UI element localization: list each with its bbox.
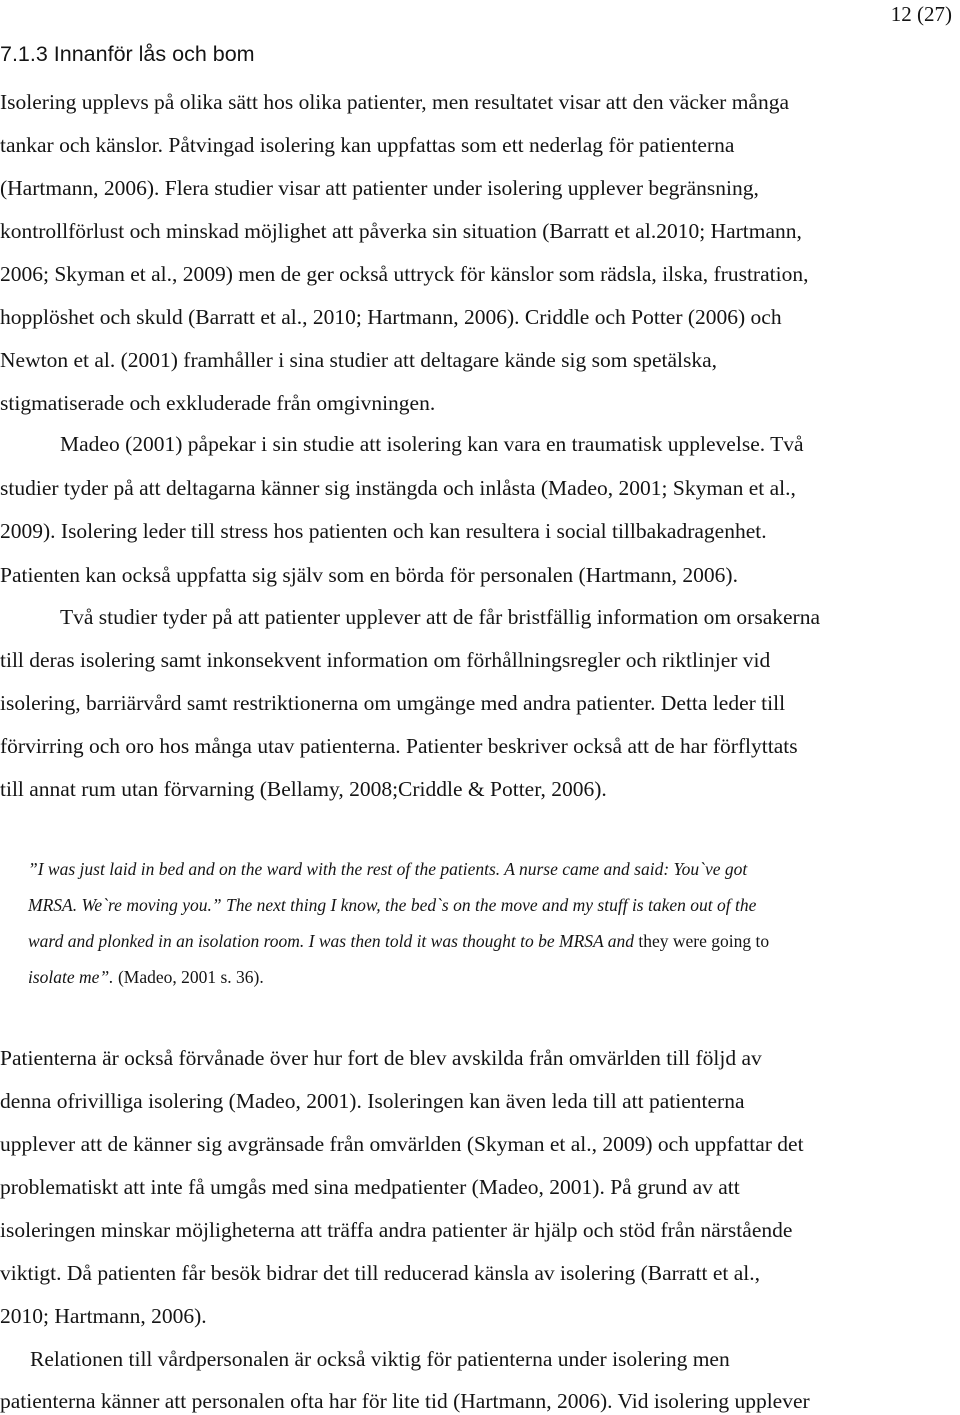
quote-text: isolate me”.: [28, 967, 114, 987]
body-line: denna ofrivilliga isolering (Madeo, 2001). Isoleringen kan även leda till att patienterna: [0, 1089, 745, 1113]
body-line: problematiskt att inte få umgås med sina medpatienter (Madeo, 2001). På grund av att: [0, 1175, 740, 1199]
body-line: Två studier tyder på att patienter upplever att de får bristfällig information om orsakerna: [60, 605, 820, 629]
body-line: 2006; Skyman et al., 2009) men de ger också uttryck för känslor som rädsla, ilska, frustration,: [0, 262, 809, 286]
body-line: Newton et al. (2001) framhåller i sina studier att deltagare kände sig som spetälska,: [0, 348, 718, 372]
quote-line: [28, 893, 756, 917]
quote-citation: (Madeo, 2001 s. 36).: [113, 967, 264, 987]
body-line: till annat rum utan förvarning (Bellamy, 2008;Criddle & Potter, 2006).: [0, 777, 607, 801]
body-line: upplever att de känner sig avgränsade från omvärlden (Skyman et al., 2009) och uppfattar det: [0, 1132, 804, 1156]
body-line: 2010; Hartmann, 2006).: [0, 1304, 207, 1328]
body-line: studier tyder på att deltagarna känner sig instängda och inlåsta (Madeo, 2001; Skyman et al.,: [0, 476, 796, 500]
quote-line: [28, 965, 264, 989]
body-line: viktigt. Då patienten får besök bidrar det till reducerad känsla av isolering (Barratt et al.,: [0, 1261, 760, 1285]
body-line: (Hartmann, 2006). Flera studier visar att patienter under isolering upplever begränsning,: [0, 176, 759, 200]
quote-line: [28, 857, 747, 881]
body-line: Isolering upplevs på olika sätt hos olika patienter, men resultatet visar att den väcker många: [0, 90, 790, 114]
body-line: Patienterna är också förvånade över hur fort de blev avskilda från omvärlden till följd av: [0, 1046, 762, 1070]
quote-text: ward and plonked in an isolation room. I was then told it was thought to be MRSA and: [28, 931, 635, 951]
page-number: 12 (27): [890, 2, 952, 26]
body-line: Relationen till vårdpersonalen är också viktig för patienterna under isolering men: [30, 1347, 730, 1371]
quote-line: [28, 929, 769, 953]
body-line: hopplöshet och skuld (Barratt et al., 2010; Hartmann, 2006). Criddle och Potter (2006) och: [0, 305, 782, 329]
body-line: kontrollförlust och minskad möjlighet att påverka sin situation (Barratt et al.2010; Hartmann,: [0, 219, 802, 243]
body-line: 2009). Isolering leder till stress hos patienten och kan resultera i social tillbakadragenhet.: [0, 519, 767, 543]
body-line: Madeo (2001) påpekar i sin studie att isolering kan vara en traumatisk upplevelse. Två: [60, 432, 804, 456]
body-line: förvirring och oro hos många utav patienterna. Patienter beskriver också att de har förflyttats: [0, 734, 798, 758]
quote-text: ”I was just laid in bed and on the ward with the rest of the patients. A nurse came and said: You`ve got: [28, 859, 748, 879]
body-line: Patienten kan också uppfatta sig själv som en börda för personalen (Hartmann, 2006).: [0, 563, 738, 587]
body-line: tankar och känslor. Påtvingad isolering kan uppfattas som ett nederlag för patienterna: [0, 133, 735, 157]
body-line: isolering, barriärvård samt restriktionerna om umgänge med andra patienter. Detta leder till: [0, 691, 786, 715]
body-line: isoleringen minskar möjligheterna att träffa andra patienter är hjälp och stöd från närstående: [0, 1218, 793, 1242]
body-line: patienterna känner att personalen ofta har för lite tid (Hartmann, 2006). Vid isolering upplever: [0, 1389, 810, 1413]
body-line: till deras isolering samt inkonsekvent information om förhållningsregler och riktlinjer vid: [0, 648, 771, 672]
quote-text: they were going to: [634, 931, 770, 951]
body-line: stigmatiserade och exkluderade från omgivningen.: [0, 391, 436, 415]
quote-text: MRSA. We`re moving you.” The next thing I know, the bed`s on the move and my stuff is taken out of the: [28, 895, 757, 915]
section-heading: 7.1.3 Innanför lås och bom: [0, 42, 255, 66]
